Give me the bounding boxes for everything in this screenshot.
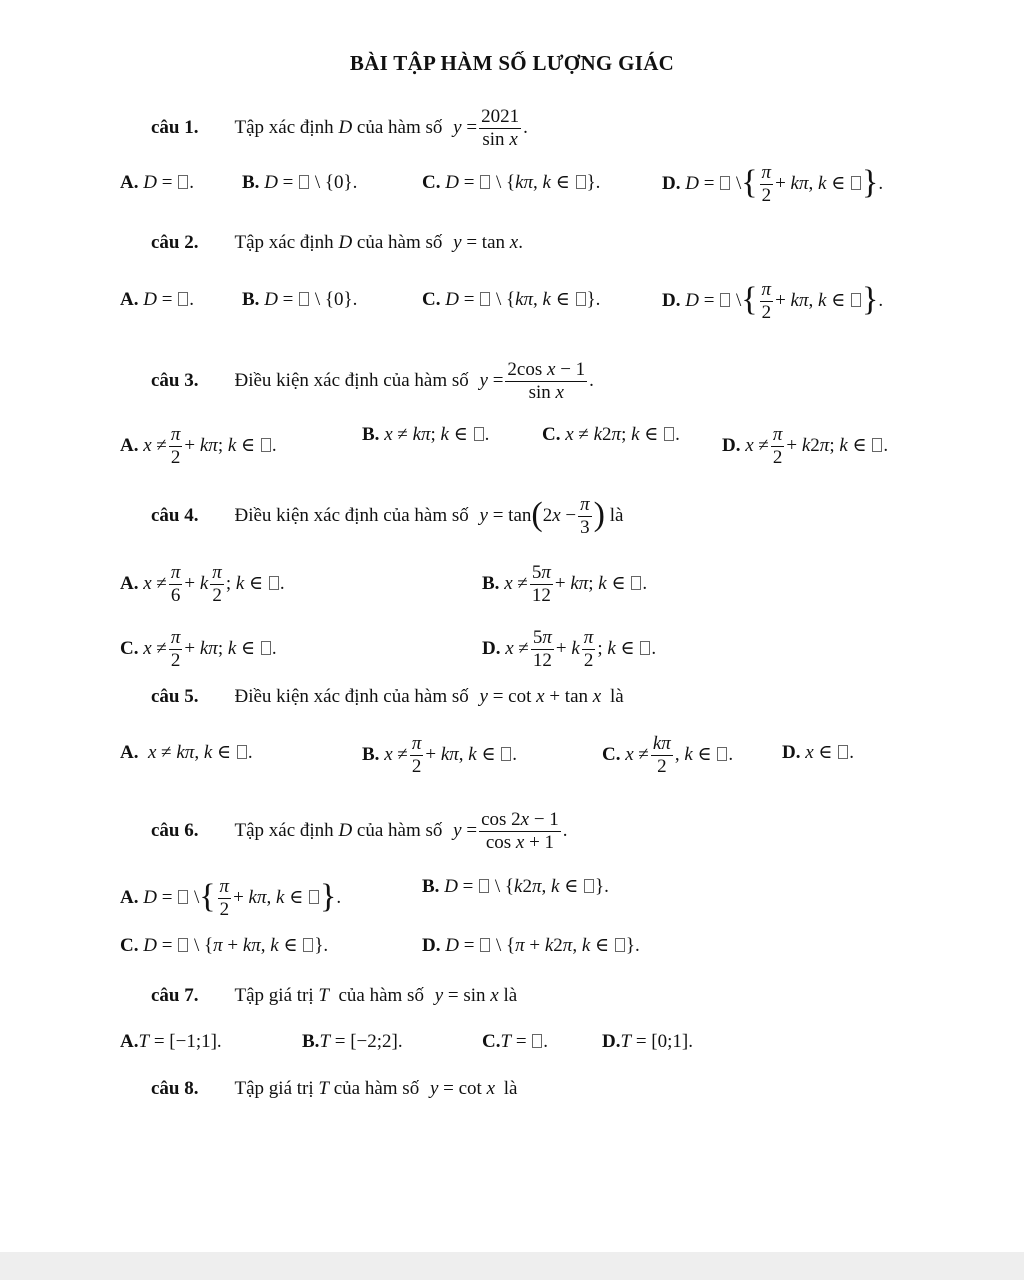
question-text: Tập xác định D của hàm số xyxy=(234,116,443,138)
question-label: câu 5. xyxy=(151,686,199,707)
question-label: câu 8. xyxy=(151,1078,199,1099)
question-7: câu 7. Tập giá trị T của hàm số y = sin x là xyxy=(151,985,518,1006)
option-2d[interactable]: D. D = \{ $\frac{\pi}{2}$ + kπ, k ∈ }. xyxy=(662,279,884,323)
option-6c[interactable]: C. D = \ {π + kπ, k ∈ }. xyxy=(120,935,329,956)
question-2: câu 2. Tập xác định D của hàm số y = tan x. xyxy=(151,232,523,253)
option-5a[interactable]: A. x ≠ kπ, k ∈ . xyxy=(120,742,253,763)
option-6b[interactable]: B. D = \ {k2π, k ∈ }. xyxy=(422,876,609,897)
question-label: câu 6. xyxy=(151,819,199,841)
option-2c[interactable]: C. D = \ {kπ, k ∈ }. xyxy=(422,289,601,310)
option-4b[interactable]: B. x ≠ $\frac{5\pi}{12}$ + kπ; k ∈ . xyxy=(482,562,648,606)
option-6d[interactable]: D. D = \ {π + k2π, k ∈ }. xyxy=(422,935,640,956)
option-1c[interactable]: C. D = \ {kπ, k ∈ }. xyxy=(422,172,601,193)
option-7b[interactable]: B.T = [−2;2]. xyxy=(302,1031,403,1052)
question-5: câu 5. Điều kiện xác định của hàm số y = cot x + tan x là xyxy=(151,686,624,707)
option-7d[interactable]: D.T = [0;1]. xyxy=(602,1031,693,1052)
option-1a[interactable]: A. D = . xyxy=(120,172,194,193)
page-title: BÀI TẬP HÀM SỐ LƯỢNG GIÁC xyxy=(349,51,675,75)
question-1 xyxy=(151,106,528,151)
option-3c[interactable]: C. x ≠ k2π; k ∈ . xyxy=(542,424,680,445)
option-3d[interactable]: D. x ≠ $\frac{\pi}{2}$ + k2π; k ∈ . xyxy=(722,424,889,468)
question-suffix: là xyxy=(503,1078,518,1099)
question-label: câu 7. xyxy=(151,985,199,1006)
option-7a[interactable]: A.T = [−1;1]. xyxy=(120,1031,222,1052)
option-5d[interactable]: D. x ∈ . xyxy=(782,742,854,763)
question-3: câu 3. Điều kiện xác định của hàm số y = $\frac{\text{2cos x − 1}}{\text{sin x}}$ . xyxy=(151,359,594,403)
question-formula: y = cot x xyxy=(429,1078,496,1099)
question-label: câu 4. xyxy=(151,504,199,526)
option-7c[interactable]: C.T = . xyxy=(482,1031,549,1052)
option-5c[interactable]: C. x ≠ $\frac{k\pi}{2}$ , k ∈ . xyxy=(602,733,734,777)
option-4d[interactable]: D. x ≠ $\frac{5\pi}{12}$ + k $\frac{\pi}{2}$ ; k ∈ . xyxy=(482,627,657,671)
question-formula: y = $\frac{\cos 2x - 1}{\text{cos x + 1}}$ . xyxy=(453,809,568,853)
question-4: câu 4. Điều kiện xác định của hàm số y = tan(2x − $\frac{\pi}{3}$ ) là xyxy=(151,494,624,538)
question-formula: y = tan(2x − $\frac{\pi}{3}$ ) xyxy=(479,494,605,538)
question-label: câu 3. xyxy=(151,369,199,391)
option-3a[interactable]: A. x ≠ $\frac{\pi}{2}$ + kπ; k ∈ . xyxy=(120,424,277,468)
option-2b[interactable]: B. D = \ {0}. xyxy=(242,289,358,310)
question-label: câu 2. xyxy=(151,232,199,253)
option-2a[interactable]: A. D = . xyxy=(120,289,194,310)
question-formula: y = $\frac{2021}{\text{sin x}}$ . xyxy=(453,106,528,150)
question-6: câu 6. Tập xác định D của hàm số y = $\frac{\cos 2x - 1}{\text{cos x + 1}}$ . xyxy=(151,809,568,853)
question-8: câu 8. Tập giá trị T của hàm số y = cot x là xyxy=(151,1078,518,1099)
page-bottom-strip xyxy=(0,1252,1024,1280)
option-1d[interactable]: D. D = \{ $\frac{\pi}{2}$ + kπ, k ∈ }. xyxy=(662,162,884,206)
option-4c[interactable]: C. x ≠ $\frac{\pi}{2}$ + kπ; k ∈ . xyxy=(120,627,277,671)
question-formula: y = cot x + tan x xyxy=(479,686,602,707)
question-suffix: là xyxy=(609,504,624,526)
option-5b[interactable]: B. x ≠ $\frac{\pi}{2}$ + kπ, k ∈ . xyxy=(362,733,518,777)
option-4a[interactable]: A. x ≠ $\frac{\pi}{6}$ + k $\frac{\pi}{2}$ ; k ∈ . xyxy=(120,562,285,606)
question-formula: y = tan x. xyxy=(453,232,523,253)
option-6a[interactable]: A. D = \{ $\frac{\pi}{2}$ + kπ, k ∈ }. xyxy=(120,876,342,920)
question-suffix: là xyxy=(503,985,518,1006)
question-label: câu 1. xyxy=(151,116,199,138)
option-1b[interactable]: B. D = \ {0}. xyxy=(242,172,358,193)
question-suffix: là xyxy=(609,686,624,707)
question-formula: y = $\frac{\text{2cos x − 1}}{\text{sin x}}$ . xyxy=(479,359,594,403)
question-formula: y = sin x xyxy=(434,985,499,1006)
option-3b[interactable]: B. x ≠ kπ; k ∈ . xyxy=(362,424,490,445)
